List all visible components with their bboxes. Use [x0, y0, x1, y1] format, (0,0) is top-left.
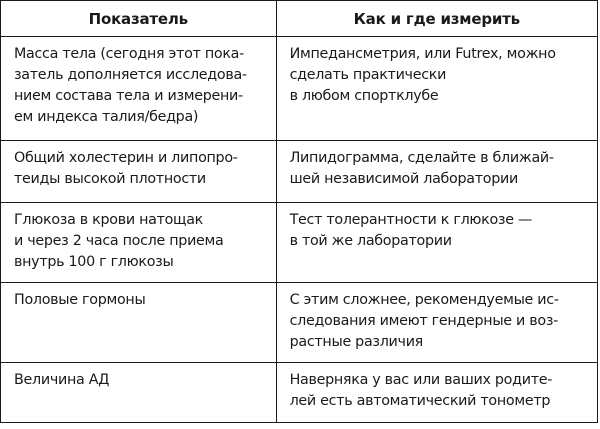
- table-row: [1, 37, 598, 141]
- text-line: лей есть автоматический тонометр: [289, 393, 551, 409]
- text-line: ем индекса талия/бедра): [14, 109, 199, 125]
- text-line: следования имеют гендерные и воз-: [289, 313, 559, 329]
- text-line: Тест толерантности к глюкозе —: [289, 212, 532, 228]
- indicator-cell: [1, 141, 277, 203]
- indicator-cell: [1, 363, 277, 423]
- how-cell: [276, 141, 597, 203]
- table-row: [1, 141, 598, 203]
- table-row: [1, 283, 598, 363]
- how-cell: [276, 363, 597, 423]
- text-line: С этим сложнее, рекомендуемые ис-: [289, 292, 559, 308]
- text-line: затель дополняется исследова-: [14, 67, 247, 83]
- how-cell: [276, 203, 597, 283]
- text-line: в любом спортклубе: [289, 88, 439, 104]
- text-line: Наверняка у вас или ваших родите-: [289, 372, 553, 388]
- table-row: [1, 203, 598, 283]
- table-row: [1, 363, 598, 423]
- table-header-row: [1, 1, 598, 37]
- text-line: сделать практически: [289, 67, 447, 83]
- text-line: нием состава тела и измерени-: [14, 88, 243, 104]
- text-line: теиды высокой плотности: [14, 171, 206, 187]
- text-line: Величина АД: [14, 372, 110, 388]
- indicator-cell: [1, 37, 277, 141]
- text-line: в той же лаборатории: [289, 233, 452, 249]
- text-line: Масса тела (сегодня этот пока-: [14, 46, 245, 62]
- text-line: Липидограмма, сделайте в ближай-: [289, 150, 554, 166]
- text-line: шей независимой лаборатории: [289, 171, 518, 187]
- text-line: внутрь 100 г глюкозы: [14, 254, 174, 270]
- indicator-cell: [1, 203, 277, 283]
- text-line: растные различия: [289, 334, 423, 350]
- how-cell: [276, 283, 597, 363]
- text-line: Половые гормоны: [14, 292, 146, 308]
- text-line: Импедансметрия, или Futrex, можно: [289, 46, 556, 62]
- text-line: и через 2 часа после приема: [14, 233, 224, 249]
- how-cell: [276, 37, 597, 141]
- header-indicator: Показатель: [1, 1, 277, 37]
- text-line: Общий холестерин и липопро-: [14, 150, 238, 166]
- indicator-cell: [1, 283, 277, 363]
- header-how-to-measure: Как и где измерить: [276, 1, 597, 37]
- text-line: Глюкоза в крови натощак: [14, 212, 204, 228]
